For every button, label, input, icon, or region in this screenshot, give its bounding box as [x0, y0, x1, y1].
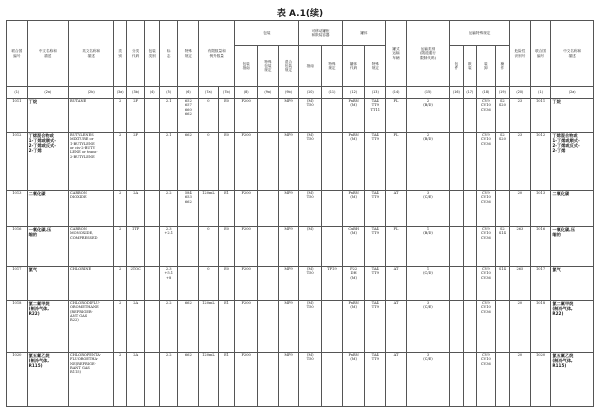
- cell-label: 2.2: [159, 301, 178, 353]
- column-ref: (5): [159, 87, 178, 99]
- cell-un2: 1017: [530, 267, 551, 301]
- cell-ltd: 120mL: [199, 191, 219, 227]
- cell-sp: 662: [178, 353, 199, 407]
- cell-pts: [322, 227, 343, 267]
- cell-mp: MP9: [278, 227, 299, 267]
- cell-pi: P200: [235, 99, 258, 133]
- cell-cn2: 丁烯混合物或 1-丁烯或顺式- 2-丁烯或反式- 2-丁烯: [551, 133, 594, 191]
- cell-veh: AT: [386, 301, 407, 353]
- column-ref: (3a): [114, 87, 126, 99]
- cell-pi: P200: [235, 191, 258, 227]
- cell-veh: FL: [386, 99, 407, 133]
- header-packing-instruction: 包装 指南: [235, 46, 258, 87]
- cell-cn2: 二氧化碳: [551, 191, 594, 227]
- cell-blk: [463, 353, 476, 407]
- column-ref: (7b): [218, 87, 235, 99]
- cell-cls: 2: [114, 133, 126, 191]
- cell-ld: CV9 CV10 CV36: [477, 353, 496, 407]
- cell-tc: CxBH (M): [342, 227, 365, 267]
- cell-spp: [258, 227, 279, 267]
- cell-un: 1018: [7, 301, 28, 353]
- cell-tc: PxBN (M): [342, 133, 365, 191]
- column-ref: (14): [386, 87, 407, 99]
- column-ref: (1): [7, 87, 28, 99]
- cell-spp: [258, 353, 279, 407]
- cell-code: 2A: [126, 353, 145, 407]
- cell-hid: 20: [510, 301, 531, 353]
- cell-exc: E0: [218, 133, 235, 191]
- cell-label: 2.1: [159, 133, 178, 191]
- dangerous-goods-table: [6, 20, 594, 407]
- cell-tcat: 1 (B/D): [406, 227, 449, 267]
- cell-pi: P200: [235, 353, 258, 407]
- cell-ts: TA4 TT9 TT11: [365, 99, 386, 133]
- cell-spp: [258, 133, 279, 191]
- cell-tcat: 3 (C/E): [406, 301, 449, 353]
- cell-cls: 2: [114, 191, 126, 227]
- cell-tc: PxBN (M): [342, 191, 365, 227]
- header-un-no: 联合国 编号: [7, 21, 28, 87]
- cell-code: 2F: [126, 133, 145, 191]
- column-ref: (16): [450, 87, 463, 99]
- cell-pti: (M) T50: [299, 99, 322, 133]
- cell-veh: FL: [386, 227, 407, 267]
- cell-pti: (M) T50: [299, 133, 322, 191]
- cell-op: [495, 191, 509, 227]
- header-limited-excepted: 有限数量和 例外数量: [199, 21, 235, 87]
- cell-exc: E0: [218, 267, 235, 301]
- cell-sp: 652 657 660 662: [178, 99, 199, 133]
- cell-ts: TA4 TT9: [365, 267, 386, 301]
- cell-en: CARBON DIOXIDE: [68, 191, 113, 227]
- cell-hid: 20: [510, 191, 531, 227]
- column-ref: (2a): [27, 87, 68, 99]
- cell-op: S14: [495, 267, 509, 301]
- cell-mp: MP9: [278, 301, 299, 353]
- header-loading: 装 卸: [477, 46, 496, 87]
- cell-un2: 1016: [530, 227, 551, 267]
- column-ref: (15): [406, 87, 449, 99]
- cell-tcat: 2 (B/D): [406, 133, 449, 191]
- cell-pkg: [450, 301, 463, 353]
- cell-en: CARBON MONOXIDE, COMPRESSED: [68, 227, 113, 267]
- cell-op: S2 S20: [495, 133, 509, 191]
- cell-pti: (M) T50: [299, 353, 322, 407]
- cell-op: S2 S20: [495, 99, 509, 133]
- cell-tc: P22 DH (M): [342, 267, 365, 301]
- cell-tcat: 3 (C/E): [406, 353, 449, 407]
- cell-ts: TA4 TT9: [365, 353, 386, 407]
- cell-label: 2.3 +5.1 +8: [159, 267, 178, 301]
- cell-ltd: 120mL: [199, 353, 219, 407]
- header-bulk: 散 装: [463, 46, 476, 87]
- cell-hid: 20: [510, 353, 531, 407]
- column-ref: (18): [477, 87, 496, 99]
- cell-mp: MP9: [278, 133, 299, 191]
- cell-sp: 662: [178, 133, 199, 191]
- header-tank-code: 罐体 代码: [342, 46, 365, 87]
- cell-ld: CV9 CV10 CV36: [477, 267, 496, 301]
- cell-code: 2F: [126, 99, 145, 133]
- cell-cls: 2: [114, 267, 126, 301]
- cell-code: 2A: [126, 191, 145, 227]
- cell-ltd: 0: [199, 267, 219, 301]
- cell-un: 1020: [7, 353, 28, 407]
- cell-hid: 23: [510, 133, 531, 191]
- header-tank-special: 特殊 规定: [365, 46, 386, 87]
- column-ref: (3b): [126, 87, 145, 99]
- header-class-code: 分类 代码: [126, 21, 145, 87]
- cell-tcat: 2 (B/D): [406, 99, 449, 133]
- cell-pts: [322, 99, 343, 133]
- cell-ts: TA4 TT9: [365, 301, 386, 353]
- cell-pkg: [450, 353, 463, 407]
- cell-label: 2.2: [159, 191, 178, 227]
- cell-veh: FL: [386, 133, 407, 191]
- cell-spp: [258, 267, 279, 301]
- column-ref: (9b): [278, 87, 299, 99]
- cell-pkg: [450, 227, 463, 267]
- cell-pts: [322, 133, 343, 191]
- cell-pts: [322, 301, 343, 353]
- cell-mp: MP9: [278, 353, 299, 407]
- cell-cls: 2: [114, 353, 126, 407]
- cell-en: CHLOROPENTA- FLUOROETHA- NE(REFRIGE- RANT GAS R115): [68, 353, 113, 407]
- cell-un: 1013: [7, 191, 28, 227]
- cell-veh: AT: [386, 191, 407, 227]
- cell-pkg: [450, 133, 463, 191]
- cell-tc: PxBN (M): [342, 353, 365, 407]
- cell-label: 2.3 +2.1: [159, 227, 178, 267]
- cell-cn: 一氧化碳,压 缩的: [27, 227, 68, 267]
- cell-un2: 1012: [530, 133, 551, 191]
- cell-tc: PxBN (M): [342, 99, 365, 133]
- column-ref: (13): [365, 87, 386, 99]
- header-vehicle: 罐式 运输 车辆: [386, 21, 407, 87]
- cell-cn: 氯五氟乙烷 (制冷气体, R115): [27, 353, 68, 407]
- header-portable-tank: 可移动罐柜 和散装容器: [299, 21, 342, 46]
- cell-pkg: [450, 191, 463, 227]
- cell-exc: E0: [218, 227, 235, 267]
- cell-spp: [258, 191, 279, 227]
- cell-pti: (M) T50: [299, 301, 322, 353]
- cell-ld: CV9 CV10 CV36: [477, 133, 496, 191]
- column-ref: (11): [322, 87, 343, 99]
- cell-cn: 氯气: [27, 267, 68, 301]
- cell-ts: TA4 TT9: [365, 191, 386, 227]
- cell-tcat: 1 (C/D): [406, 267, 449, 301]
- cell-pts: [322, 353, 343, 407]
- header-pt-instruction: 指南: [299, 46, 322, 87]
- table-row: [7, 133, 594, 191]
- header-cn-name-2: 中文名称和 描述: [551, 21, 594, 87]
- cell-blk: [463, 191, 476, 227]
- cell-blk: [463, 301, 476, 353]
- column-ref: (7a): [199, 87, 219, 99]
- cell-cn2: 丁烷: [551, 99, 594, 133]
- cell-exc: E1: [218, 353, 235, 407]
- cell-pg: [145, 99, 159, 133]
- cell-exc: E1: [218, 191, 235, 227]
- cell-exc: E0: [218, 99, 235, 133]
- table-title: 表 A.1(续): [276, 9, 324, 19]
- cell-en: BUTANE: [68, 99, 113, 133]
- column-ref: (20): [510, 87, 531, 99]
- cell-hid: 23: [510, 99, 531, 133]
- cell-sp: [178, 227, 199, 267]
- cell-veh: AT: [386, 353, 407, 407]
- cell-pg: [145, 267, 159, 301]
- cell-pts: [322, 191, 343, 227]
- column-ref: (6): [178, 87, 199, 99]
- cell-cn2: 一氧化碳,压 缩的: [551, 227, 594, 267]
- cell-en: CHLORINE: [68, 267, 113, 301]
- column-ref: (2b): [68, 87, 113, 99]
- cell-ts: TA4 TT9: [365, 133, 386, 191]
- cell-pi: P200: [235, 301, 258, 353]
- table-body: [7, 99, 594, 407]
- header-cn-name: 中文名称和 描述: [27, 21, 68, 87]
- cell-pg: [145, 191, 159, 227]
- cell-un: 1016: [7, 227, 28, 267]
- cell-ld: CV9 CV10 CV36: [477, 301, 496, 353]
- cell-mp: MP9: [278, 99, 299, 133]
- cell-blk: [463, 227, 476, 267]
- table-row: [7, 227, 594, 267]
- cell-ltd: 0: [199, 133, 219, 191]
- cell-cn: 二氧化碳: [27, 191, 68, 227]
- cell-pg: [145, 301, 159, 353]
- cell-pi: P200: [235, 133, 258, 191]
- cell-cn2: 氯气: [551, 267, 594, 301]
- column-ref: (2a): [551, 87, 594, 99]
- cell-code: 1TF: [126, 227, 145, 267]
- cell-ltd: 0: [199, 227, 219, 267]
- table-row: [7, 267, 594, 301]
- header-transport-category: 运输类别 (隧道通行 限制代码): [406, 21, 449, 87]
- cell-cn2: 氯五氟乙烷 (制冷气体, R115): [551, 353, 594, 407]
- cell-cls: 2: [114, 99, 126, 133]
- column-ref: (8): [235, 87, 258, 99]
- cell-spp: [258, 99, 279, 133]
- cell-sp: 584 653 662: [178, 191, 199, 227]
- cell-cn: 氯二氟甲烷 (制冷气体, R22): [27, 301, 68, 353]
- cell-hid: 263: [510, 227, 531, 267]
- cell-ld: CV9 CV10 CV36: [477, 99, 496, 133]
- column-reference-row: [7, 87, 594, 99]
- header-packages: 包 件: [450, 46, 463, 87]
- header-class: 类 别: [114, 21, 126, 87]
- cell-un2: 1011: [530, 99, 551, 133]
- cell-ts: TA4 TT9: [365, 227, 386, 267]
- cell-tc: PxBN (M): [342, 301, 365, 353]
- cell-pg: [145, 353, 159, 407]
- cell-en: BUTYLENES MIXTURE or 1-BUTYLENE or cis-2-BUTY LENE or trans- 2-BUTYLENE: [68, 133, 113, 191]
- cell-pkg: [450, 267, 463, 301]
- header-packing-group: 包装 类别: [145, 21, 159, 87]
- cell-un: 1017: [7, 267, 28, 301]
- cell-pti: (M): [299, 227, 322, 267]
- cell-ld: CV9 CV10 CV36: [477, 191, 496, 227]
- column-ref: (1): [530, 87, 551, 99]
- table-row: [7, 99, 594, 133]
- cell-un: 1012: [7, 133, 28, 191]
- cell-code: 2TOC: [126, 267, 145, 301]
- header-packaging: 包装: [235, 21, 299, 46]
- cell-blk: [463, 99, 476, 133]
- cell-pti: (M) T50: [299, 267, 322, 301]
- cell-op: [495, 301, 509, 353]
- column-ref: (19): [495, 87, 509, 99]
- cell-pg: [145, 227, 159, 267]
- cell-ltd: 120mL: [199, 301, 219, 353]
- cell-tcat: 3 (C/E): [406, 191, 449, 227]
- cell-pkg: [450, 99, 463, 133]
- cell-label: 2.1: [159, 99, 178, 133]
- cell-cn2: 氯二氟甲烷 (制冷气体, R22): [551, 301, 594, 353]
- header-transport-special: 运输特殊规定: [450, 21, 510, 46]
- header-tank: 罐体: [342, 21, 385, 46]
- table-row: [7, 191, 594, 227]
- cell-exc: E1: [218, 301, 235, 353]
- cell-pi: P200: [235, 267, 258, 301]
- cell-sp: [178, 267, 199, 301]
- cell-veh: AT: [386, 267, 407, 301]
- header-un-no-2: 联合国 编号: [530, 21, 551, 87]
- cell-ld: CV9 CV10 CV36: [477, 227, 496, 267]
- cell-blk: [463, 133, 476, 191]
- header-pt-special: 特殊 规定: [322, 46, 343, 87]
- cell-op: [495, 353, 509, 407]
- table-row: [7, 353, 594, 407]
- cell-pi: P200: [235, 227, 258, 267]
- cell-cls: 2: [114, 301, 126, 353]
- cell-hid: 265: [510, 267, 531, 301]
- cell-mp: MP9: [278, 191, 299, 227]
- cell-en: CHLORODIFLU- OROMETHANE (REFRIGER- ANT GAS R22): [68, 301, 113, 353]
- cell-blk: [463, 267, 476, 301]
- cell-cls: 2: [114, 227, 126, 267]
- cell-un: 1011: [7, 99, 28, 133]
- header-label: 标 志: [159, 21, 178, 87]
- cell-un2: 1020: [530, 353, 551, 407]
- column-ref: (4): [145, 87, 159, 99]
- column-ref: (17): [463, 87, 476, 99]
- cell-mp: MP9: [278, 267, 299, 301]
- column-ref: (12): [342, 87, 365, 99]
- cell-ltd: 0: [199, 99, 219, 133]
- cell-pts: TP19: [322, 267, 343, 301]
- cell-sp: 662: [178, 301, 199, 353]
- header-mixed-packing: 混合 包装 规定: [278, 46, 299, 87]
- header-en-name: 英文名称和 描述: [68, 21, 113, 87]
- cell-un2: 1018: [530, 301, 551, 353]
- cell-cn: 丁烷: [27, 99, 68, 133]
- header-hazard-id: 危险性 识别号: [510, 21, 531, 87]
- column-ref: (9a): [258, 87, 279, 99]
- cell-un2: 1013: [530, 191, 551, 227]
- header-special-provisions: 特殊 规定: [178, 21, 199, 87]
- column-ref: (10): [299, 87, 322, 99]
- cell-label: 2.2: [159, 353, 178, 407]
- cell-code: 2A: [126, 301, 145, 353]
- cell-pg: [145, 133, 159, 191]
- header-special-packing: 特殊 包装 规定: [258, 46, 279, 87]
- table-row: [7, 301, 594, 353]
- cell-op: S2 S14: [495, 227, 509, 267]
- header-operation: 操 作: [495, 46, 509, 87]
- cell-cn: 丁烯混合物或 1-丁烯或顺式- 2-丁烯或反式- 2-丁烯: [27, 133, 68, 191]
- cell-pti: (M) T50: [299, 191, 322, 227]
- cell-spp: [258, 301, 279, 353]
